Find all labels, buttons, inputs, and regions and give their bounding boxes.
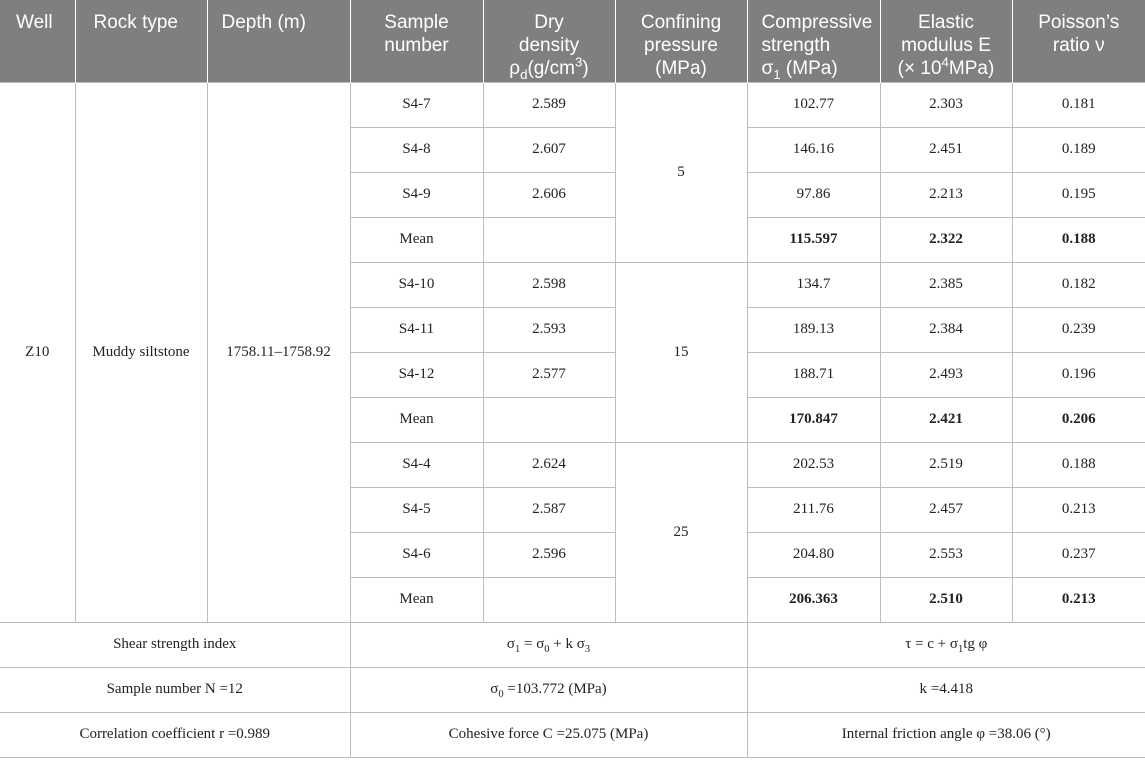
modulus-cell: 2.451 (880, 127, 1012, 172)
mean-strength: 206.363 (747, 577, 880, 622)
header-compressive-strength: Compressive strength $\sigma_1$ (MPa) (747, 0, 880, 82)
modulus-cell: 2.519 (880, 442, 1012, 487)
density-cell (483, 397, 615, 442)
header-rock-type: Rock type (75, 0, 207, 82)
sample-cell: S4-9 (350, 172, 483, 217)
header-elastic-modulus: Elastic modulus E (× $10^4MPa$) (880, 0, 1012, 82)
poisson-cell: 0.237 (1012, 532, 1145, 577)
cohesive-force: Cohesive force C =25.075 (MPa) (350, 712, 747, 757)
depth-cell: 1758.11–1758.92 (207, 82, 350, 622)
header-row (0, 0, 1145, 82)
sample-cell: S4-7 (350, 82, 483, 127)
sample-cell: S4-10 (350, 262, 483, 307)
mean-modulus: 2.510 (880, 577, 1012, 622)
strength-cell: 97.86 (747, 172, 880, 217)
strength-cell: 188.71 (747, 352, 880, 397)
modulus-cell: 2.303 (880, 82, 1012, 127)
poisson-cell: 0.181 (1012, 82, 1145, 127)
poisson-cell: 0.188 (1012, 442, 1145, 487)
formula-tau: $\tau = c + \sigma_1tg$ φ (747, 622, 1145, 667)
density-cell: 2.577 (483, 352, 615, 397)
strength-cell: 211.76 (747, 487, 880, 532)
poisson-cell: 0.189 (1012, 127, 1145, 172)
well-cell: Z10 (0, 82, 75, 622)
sample-cell: S4-11 (350, 307, 483, 352)
strength-cell: 146.16 (747, 127, 880, 172)
header-sample-number: Sample number (350, 0, 483, 82)
modulus-cell: 2.553 (880, 532, 1012, 577)
sample-cell: S4-6 (350, 532, 483, 577)
mean-modulus: 2.421 (880, 397, 1012, 442)
header-poisson-ratio: Poisson’s ratio ν (1012, 0, 1145, 82)
density-cell: 2.587 (483, 487, 615, 532)
mean-poisson: 0.206 (1012, 397, 1145, 442)
mean-label: Mean (350, 217, 483, 262)
mean-label: Mean (350, 397, 483, 442)
sample-cell: S4-4 (350, 442, 483, 487)
header-depth: Depth (m) (207, 0, 350, 82)
mean-label: Mean (350, 577, 483, 622)
summary-row (0, 667, 1145, 712)
strength-cell: 134.7 (747, 262, 880, 307)
density-cell: 2.606 (483, 172, 615, 217)
summary-row (0, 712, 1145, 757)
strength-cell: 102.77 (747, 82, 880, 127)
strength-cell: 204.80 (747, 532, 880, 577)
density-cell: 2.593 (483, 307, 615, 352)
modulus-cell: 2.385 (880, 262, 1012, 307)
mean-poisson: 0.188 (1012, 217, 1145, 262)
modulus-cell: 2.384 (880, 307, 1012, 352)
sample-cell: S4-5 (350, 487, 483, 532)
modulus-cell: 2.213 (880, 172, 1012, 217)
strength-cell: 189.13 (747, 307, 880, 352)
rock-type-cell: Muddy siltstone (75, 82, 207, 622)
confining-pressure-cell: 5 (615, 82, 747, 262)
poisson-cell: 0.195 (1012, 172, 1145, 217)
poisson-cell: 0.239 (1012, 307, 1145, 352)
density-cell: 2.596 (483, 532, 615, 577)
density-cell: 2.598 (483, 262, 615, 307)
sigma0-value: $\sigma_0 =103.772$ (MPa) (350, 667, 747, 712)
shear-strength-label: Shear strength index (0, 622, 350, 667)
density-cell: 2.624 (483, 442, 615, 487)
poisson-cell: 0.196 (1012, 352, 1145, 397)
sample-cell: S4-12 (350, 352, 483, 397)
confining-pressure-cell: 25 (615, 442, 747, 622)
modulus-cell: 2.493 (880, 352, 1012, 397)
table-row (0, 82, 1145, 127)
poisson-cell: 0.182 (1012, 262, 1145, 307)
summary-row (0, 622, 1145, 667)
sample-count: Sample number N =12 (0, 667, 350, 712)
correlation-coefficient: Correlation coefficient r =0.989 (0, 712, 350, 757)
strength-cell: 202.53 (747, 442, 880, 487)
sample-cell: S4-8 (350, 127, 483, 172)
modulus-cell: 2.457 (880, 487, 1012, 532)
formula-sigma: $\sigma_1 = \sigma_0 + k$ $\sigma_3$ (350, 622, 747, 667)
header-dry-density: Dry density $\rho_d(g/cm^3)$ (483, 0, 615, 82)
density-cell (483, 217, 615, 262)
k-value: k =4.418 (747, 667, 1145, 712)
header-confining-pressure: Confining pressure (MPa) (615, 0, 747, 82)
friction-angle: Internal friction angle φ =38.06 (°) (747, 712, 1145, 757)
poisson-cell: 0.213 (1012, 487, 1145, 532)
mean-strength: 170.847 (747, 397, 880, 442)
density-cell (483, 577, 615, 622)
confining-pressure-cell: 15 (615, 262, 747, 442)
header-well: Well (0, 0, 75, 82)
mean-strength: 115.597 (747, 217, 880, 262)
density-cell: 2.607 (483, 127, 615, 172)
mean-modulus: 2.322 (880, 217, 1012, 262)
mean-poisson: 0.213 (1012, 577, 1145, 622)
density-cell: 2.589 (483, 82, 615, 127)
